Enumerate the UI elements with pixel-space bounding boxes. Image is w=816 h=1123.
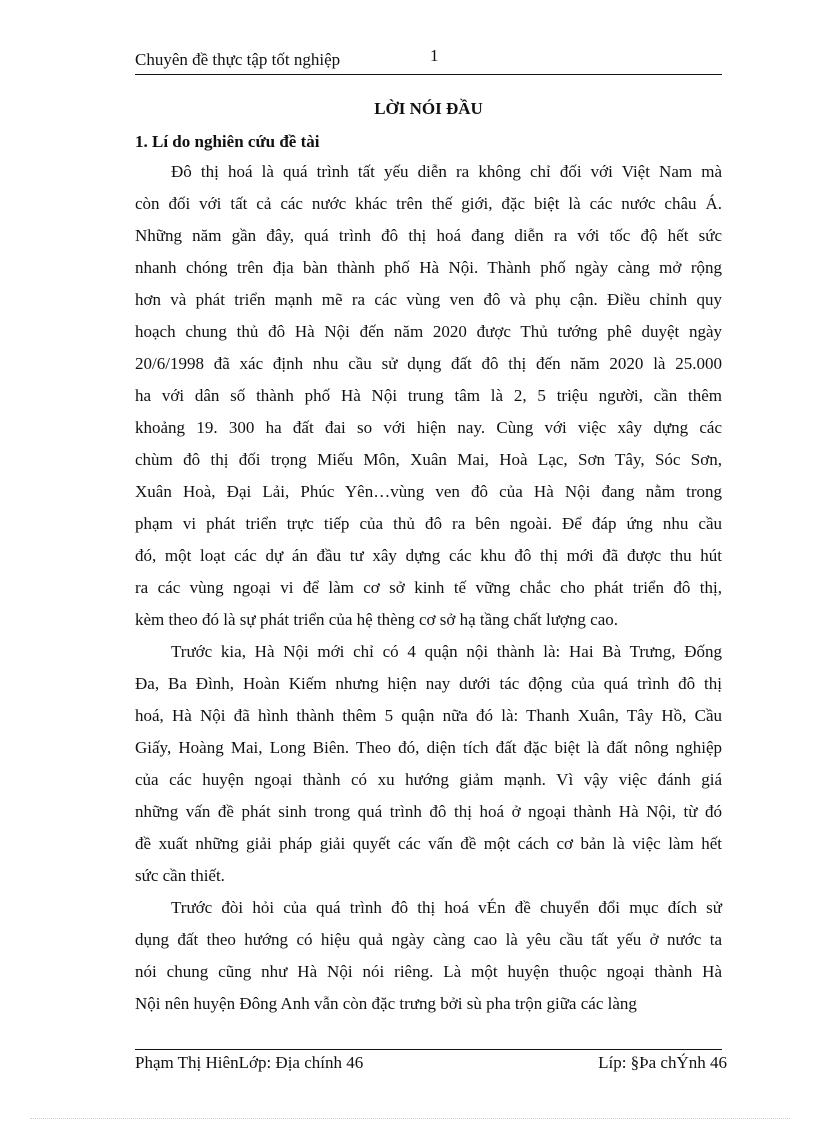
text-line: Trước đòi hỏi của quá trình đô thị hoá vÉn đề chuyển đổi mục đích sử [171,898,722,917]
text-line: sức cần thiết. [135,866,225,885]
text-line: 20/6/1998 đã xác định nhu cầu sử dụng đất đô thị đến năm 2020 là 25.000 [135,354,722,373]
document-heading: LỜI NÓI ĐẦU [374,99,483,118]
text-line: ra các vùng ngoại vi để làm cơ sở kinh tế vững chắc cho phát triển đô thị, [135,578,722,597]
text-line: phạm vi phát triển trực tiếp của thủ đô ra bên ngoài. Để đáp ứng nhu cầu [135,514,722,533]
text-line: hoạch chung thủ đô Hà Nội đến năm 2020 được Thủ tướng phê duyệt ngày [135,322,722,341]
text-line: Trước kia, Hà Nội mới chỉ có 4 quận nội thành là: Hai Bà Trưng, Đống [171,642,722,661]
text-line: dụng đất theo hướng có hiệu quả ngày càng cao là yêu cầu tất yếu ở nước ta [135,930,722,949]
footer-author-class: Phạm Thị HiênLớp: Địa chính 46 [135,1053,364,1072]
text-line: Đô thị hoá là quá trình tất yếu diễn ra không chỉ đối với Việt Nam mà [171,162,722,181]
paragraph-2 [135,636,722,892]
text-line: chùm đô thị đối trọng Miếu Môn, Xuân Mai, Hoà Lạc, Sơn Tây, Sóc Sơn, [135,450,722,469]
text-line: hơn và phát triển mạnh mẽ ra các vùng ven đô và phụ cận. Điều chỉnh quy [135,290,722,309]
footer-class-label: Líp: §Þa chÝnh 46 [598,1053,727,1072]
page-header [135,46,722,74]
text-line: kèm theo đó là sự phát triển của hệ thèng cơ sở hạ tầng chất lượng cao. [135,610,618,629]
text-line: những vấn đề phát sinh trong quá trình đô thị hoá ở ngoại thành Hà Nội, từ đó [135,802,722,821]
text-line: nhanh chóng trên địa bàn thành phố Hà Nội. Thành phố ngày càng mở rộng [135,258,722,277]
text-line: ha với dân số thành phố Hà Nội trung tâm là 2, 5 triệu người, cần thêm [135,386,722,405]
text-line: còn đối với tất cả các nước khác trên thế giới, đặc biệt là các nước châu Á. [135,194,722,213]
header-title: Chuyên đề thực tập tốt nghiệp [135,50,341,69]
text-line: đó, một loạt các dự án đầu tư xây dựng các khu đô thị mới đã được thu hút [135,546,722,565]
text-line: Giấy, Hoàng Mai, Long Biên. Theo đó, diện tích đất đặc biệt là đất nông nghiệp [135,738,722,757]
page-content [135,96,722,1020]
section-title: 1. Lí do nghiên cứu đề tài [135,132,320,151]
page-number: 1 [430,46,439,65]
text-line: Đa, Ba Đình, Hoàn Kiếm nhưng hiện nay dưới tác động của quá trình đô thị [135,674,722,693]
header-rule [135,74,722,75]
footer-rule [135,1049,722,1050]
text-line: Nội nên huyện Đông Anh vẫn còn đặc trưng bởi sù pha trộn giữa các làng [135,994,637,1013]
paragraph-3 [135,892,722,1020]
text-line: Xuân Hoà, Đại Lải, Phúc Yên…vùng ven đô của Hà Nội đang nằm trong [135,482,722,501]
page-bottom-dotted-line [30,1118,790,1119]
text-line: hoá, Hà Nội đã hình thành thêm 5 quận nữa đó là: Thanh Xuân, Tây Hồ, Cầu [135,706,722,725]
page-footer [135,1053,727,1077]
paragraph-1 [135,156,722,636]
text-line: của các huyện ngoại thành có xu hướng giảm mạnh. Vì vậy việc đánh giá [135,770,722,789]
text-line: khoảng 19. 300 ha đất đai so với hiện nay. Cùng với việc xây dựng các [135,418,722,437]
text-line: đề xuất những giải pháp giải quyết các vấn đề một cách cơ bản là việc làm hết [135,834,722,853]
text-line: Những năm gần đây, quá trình đô thị hoá đang diễn ra với tốc độ hết sức [135,226,722,245]
text-line: nói chung cũng như Hà Nội nói riêng. Là một huyện thuộc ngoại thành Hà [135,962,722,981]
